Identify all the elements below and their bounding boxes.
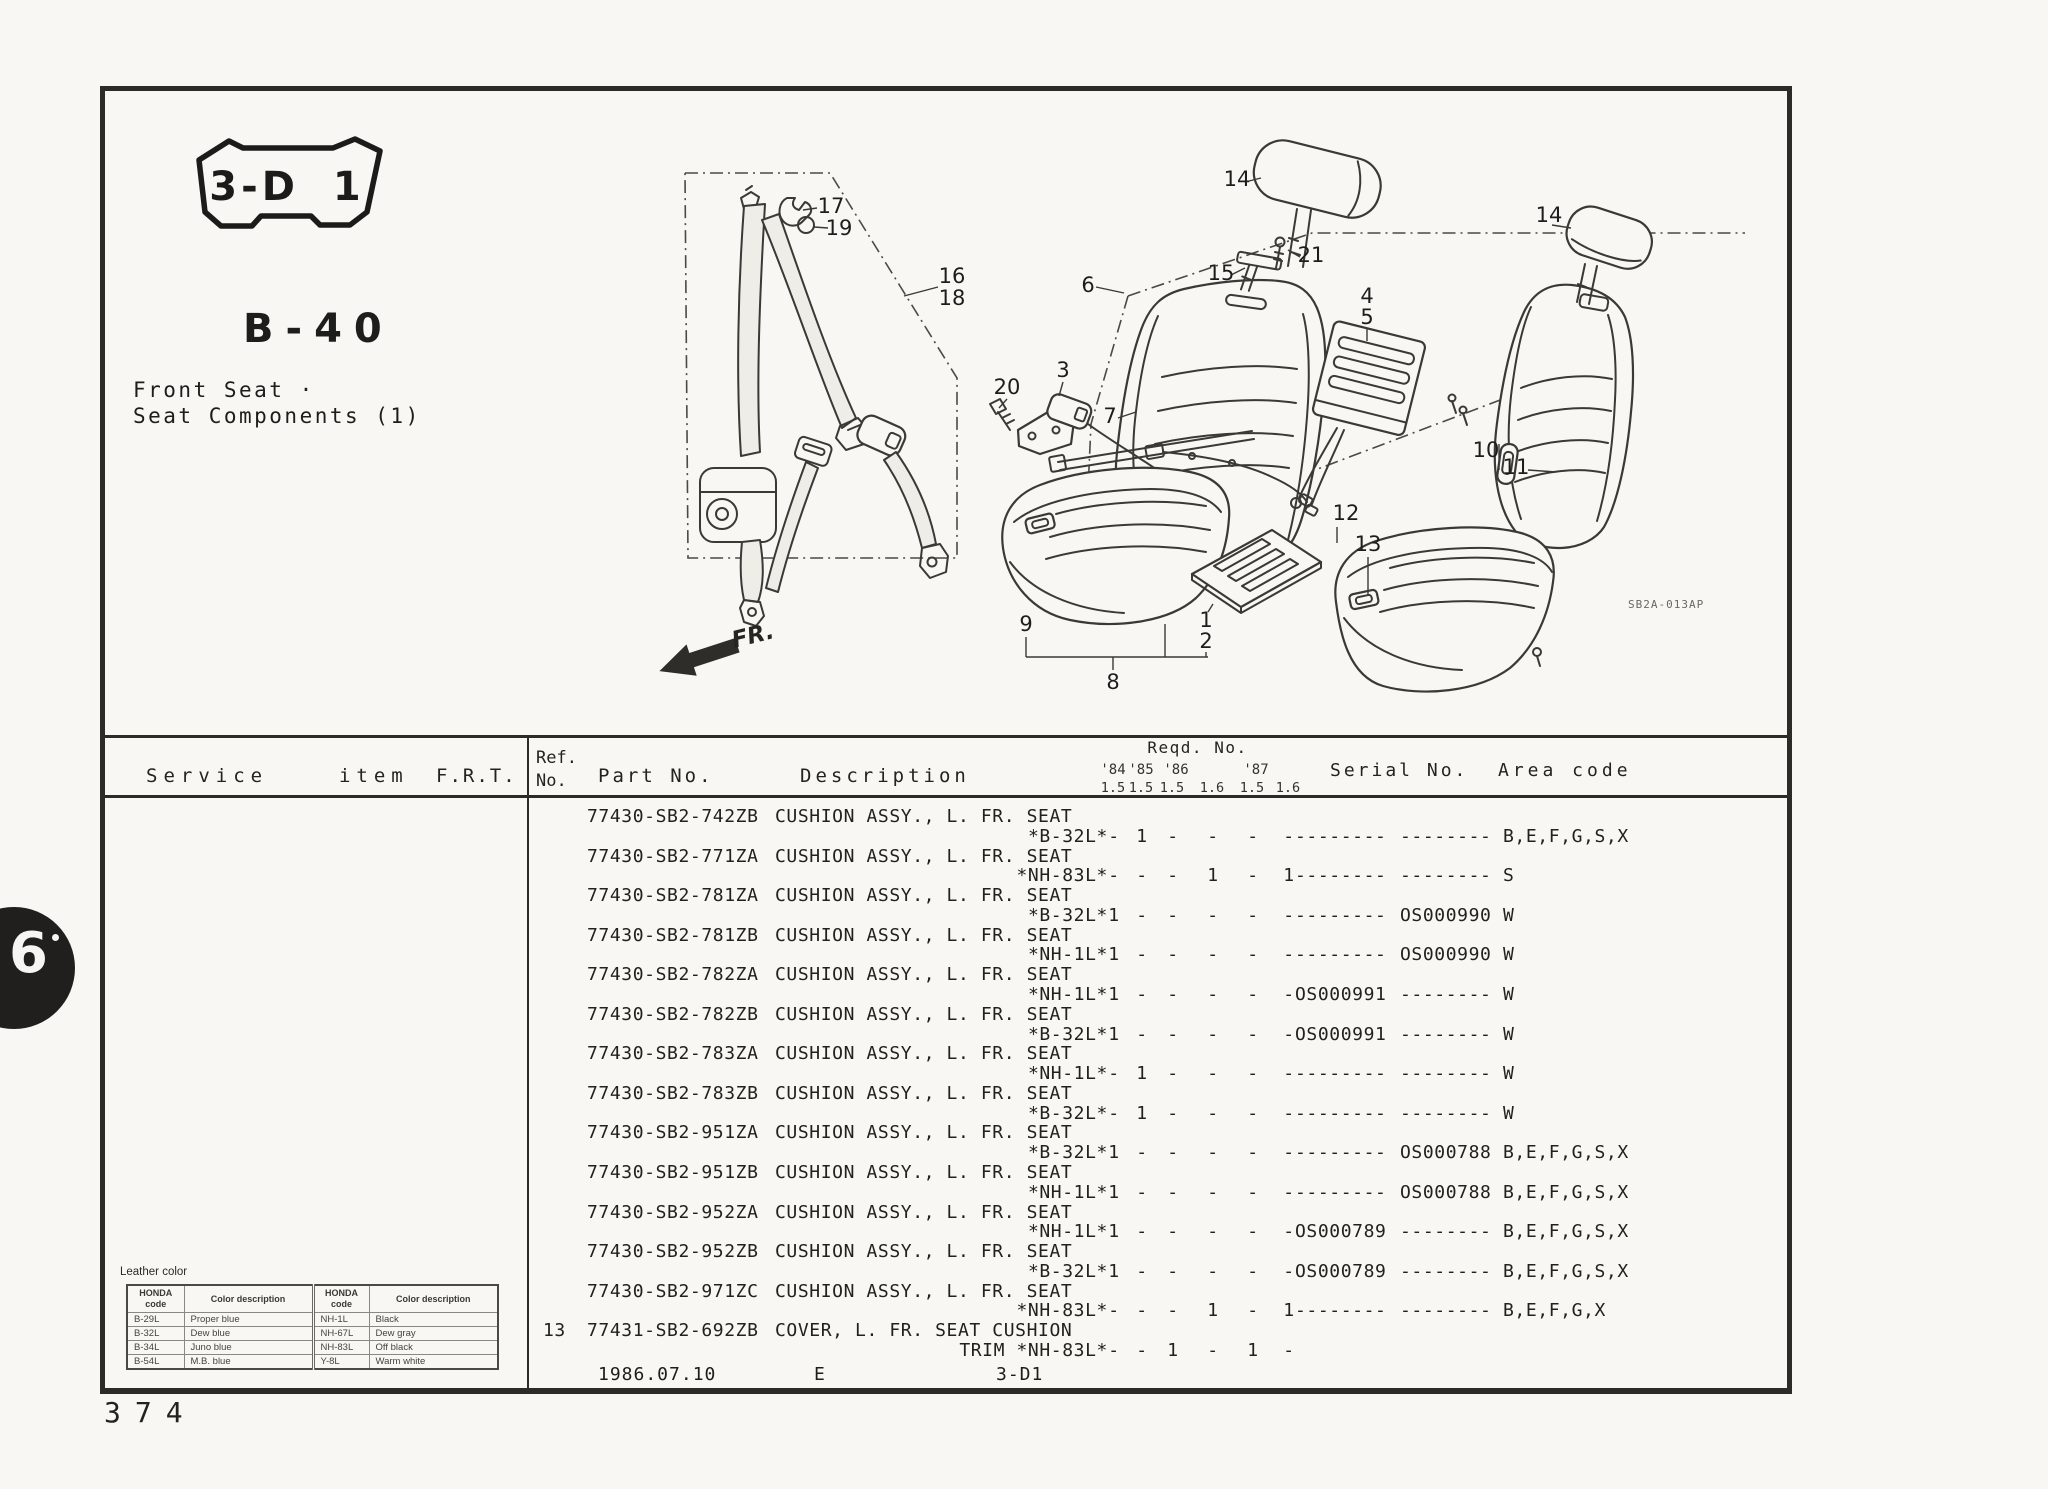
qty-cell: 1: [1283, 1300, 1295, 1322]
description: CUSHION ASSY., L. FR. SEAT: [775, 1003, 1073, 1025]
part-row-line2: [0, 1142, 2048, 1163]
table-top-rule: [100, 735, 1792, 738]
serial-to: --------: [1400, 825, 1492, 847]
leather-cell: Y-8L: [313, 1355, 369, 1370]
serial-to: --------: [1400, 1300, 1492, 1322]
footer-rev: E: [814, 1364, 826, 1385]
qty-cell: 1: [1247, 1339, 1259, 1361]
serial-from: --------: [1295, 1142, 1387, 1164]
part-row-line1: [0, 1202, 2048, 1223]
qty-cell: -: [1247, 984, 1259, 1005]
qty-cell: -: [1207, 1221, 1219, 1243]
callout-2: 2: [1199, 629, 1213, 653]
part-row-line1: [0, 846, 2048, 867]
qty-cell: 1: [1136, 1102, 1148, 1124]
header-engine: 1.5: [1159, 780, 1185, 796]
header-year: '85: [1128, 762, 1154, 778]
leather-header-cell: HONDA code: [313, 1285, 369, 1313]
callout-19: 19: [825, 216, 853, 240]
qty-cell: 1: [1108, 1023, 1120, 1045]
part-row-line1: [0, 964, 2048, 985]
footer-section: 3-D1: [996, 1364, 1044, 1385]
area-code: B,E,F,G,S,X: [1503, 1142, 1629, 1164]
part-no: 77430-SB2-742ZB: [587, 806, 759, 827]
color-code: *B-32L*: [1027, 1260, 1108, 1282]
serial-from: --------: [1295, 825, 1387, 847]
qty-cell: -: [1207, 825, 1219, 847]
part-no: 77430-SB2-781ZA: [587, 885, 759, 907]
part-row-line1: [0, 1241, 2048, 1262]
header-engine: 1.5: [1100, 780, 1126, 796]
color-code: *B-32L*: [1027, 1102, 1108, 1124]
fr-arrow-icon: [654, 618, 777, 686]
color-code: *B-32L*: [1027, 1023, 1108, 1045]
area-code: B,E,F,G,S,X: [1503, 825, 1629, 847]
color-code: TRIM *NH-83L*: [959, 1339, 1108, 1361]
part-row-line2: [0, 865, 2048, 886]
page-title-line1: Front Seat ·: [133, 378, 315, 402]
header-ref-line2: No.: [536, 771, 567, 791]
serial-to: --------: [1400, 865, 1492, 887]
qty-cell: -: [1207, 1142, 1219, 1164]
callout-12: 12: [1332, 501, 1360, 525]
callout-3: 3: [1056, 358, 1070, 382]
qty-cell: -: [1136, 1300, 1148, 1322]
callout-7: 7: [1103, 404, 1117, 428]
qty-cell: 1: [1108, 944, 1120, 966]
serial-from: OS000789: [1295, 1260, 1387, 1282]
qty-cell: 1: [1108, 1181, 1120, 1203]
color-code: *B-32L*: [1027, 825, 1108, 847]
ref-no: 13: [543, 1320, 566, 1342]
qty-cell: -: [1247, 944, 1259, 966]
leather-cell: B-32L: [127, 1327, 184, 1341]
qty-cell: -: [1283, 1260, 1295, 1282]
callout-11: 11: [1502, 455, 1530, 479]
callout-21: 21: [1297, 243, 1325, 267]
area-code: B,E,F,G,X: [1503, 1300, 1606, 1322]
serial-to: --------: [1400, 1063, 1492, 1085]
color-code: *NH-1L*: [1027, 1063, 1108, 1085]
qty-cell: 1: [1167, 1339, 1179, 1361]
leather-row: [127, 1355, 498, 1370]
qty-cell: -: [1207, 1063, 1219, 1085]
callout-14: 14: [1223, 167, 1251, 191]
page-code: B-40: [243, 306, 394, 352]
screw-21-icon: [1276, 238, 1285, 247]
description: CUSHION ASSY., L. FR. SEAT: [775, 1043, 1073, 1065]
serial-from: --------: [1295, 1102, 1387, 1124]
part-row-line2: [0, 1261, 2048, 1282]
leather-cell: M.B. blue: [184, 1355, 313, 1370]
area-code: B,E,F,G,S,X: [1503, 1181, 1629, 1203]
callout-20: 20: [993, 375, 1021, 399]
serial-from: --------: [1295, 904, 1387, 926]
serial-from: --------: [1295, 865, 1387, 887]
leather-table-header: [127, 1285, 498, 1313]
qty-cell: -: [1108, 1300, 1120, 1322]
qty-cell: -: [1283, 944, 1295, 966]
serial-from: --------: [1295, 1063, 1387, 1085]
qty-cell: -: [1283, 904, 1295, 926]
area-code: W: [1503, 984, 1515, 1005]
qty-cell: 1: [1108, 1260, 1120, 1282]
color-code: *NH-1L*: [1027, 984, 1108, 1005]
callout-10: 10: [1472, 438, 1500, 462]
leather-cell: Dew gray: [369, 1327, 498, 1341]
serial-from: --------: [1295, 944, 1387, 966]
qty-cell: -: [1247, 1300, 1259, 1322]
qty-cell: -: [1207, 1339, 1219, 1361]
exploded-diagram: [100, 86, 1790, 738]
part-no: 77430-SB2-783ZA: [587, 1043, 759, 1065]
qty-cell: -: [1283, 1142, 1295, 1164]
qty-cell: -: [1136, 1181, 1148, 1203]
left-headrest-icon: [1248, 134, 1387, 223]
color-code: *B-32L*: [1027, 904, 1108, 926]
page-title-line2: Seat Components (1): [133, 404, 421, 428]
leather-row: [127, 1341, 498, 1355]
qty-cell: -: [1167, 825, 1179, 847]
header-engine: 1.6: [1275, 780, 1301, 796]
serial-from: OS000789: [1295, 1221, 1387, 1243]
qty-cell: -: [1167, 1023, 1179, 1045]
serial-to: --------: [1400, 1023, 1492, 1045]
qty-cell: -: [1283, 984, 1295, 1005]
qty-cell: 1: [1136, 825, 1148, 847]
qty-cell: -: [1167, 1300, 1179, 1322]
qty-cell: -: [1167, 1102, 1179, 1124]
serial-to: OS000788: [1400, 1142, 1492, 1164]
callout-5: 5: [1360, 305, 1374, 329]
right-headrest-icon: [1561, 201, 1658, 275]
serial-to: --------: [1400, 984, 1492, 1005]
qty-cell: -: [1108, 1063, 1120, 1085]
qty-cell: 1: [1108, 984, 1120, 1005]
part-row-line2: [0, 905, 2048, 926]
qty-cell: -: [1283, 1221, 1295, 1243]
qty-cell: -: [1207, 944, 1219, 966]
leather-cell: B-54L: [127, 1355, 184, 1370]
table-header-rule: [100, 795, 1792, 798]
qty-cell: -: [1136, 865, 1148, 887]
part-row-line2: [0, 984, 2048, 1005]
qty-cell: -: [1167, 904, 1179, 926]
header-serial-no: Serial No.: [1330, 760, 1469, 781]
color-code: *NH-83L*: [1016, 1300, 1108, 1322]
part-row-line1: [0, 885, 2048, 906]
qty-cell: -: [1283, 1023, 1295, 1045]
callout-15: 15: [1207, 261, 1235, 285]
serial-to: --------: [1400, 1221, 1492, 1243]
leather-cell: B-29L: [127, 1313, 184, 1327]
description: CUSHION ASSY., L. FR. SEAT: [775, 1280, 1073, 1302]
area-code: W: [1503, 944, 1515, 966]
header-frt: F.R.T.: [436, 765, 517, 787]
color-code: *NH-1L*: [1027, 1181, 1108, 1203]
color-code: *NH-83L*: [1016, 865, 1108, 887]
part-no: 77430-SB2-783ZB: [587, 1082, 759, 1104]
leather-header-cell: Color description: [369, 1285, 498, 1313]
callout-1: 1: [1199, 608, 1213, 632]
qty-cell: -: [1136, 984, 1148, 1005]
qty-cell: -: [1283, 1339, 1295, 1361]
diagram-code: SB2A-013AP: [1628, 598, 1705, 611]
leather-cell: Off black: [369, 1341, 498, 1355]
serial-from: OS000991: [1295, 984, 1387, 1005]
qty-cell: -: [1247, 825, 1259, 847]
description: CUSHION ASSY., L. FR. SEAT: [775, 1082, 1073, 1104]
seatbelt-assembly-drawing: [700, 186, 948, 626]
qty-cell: -: [1167, 984, 1179, 1005]
qty-cell: -: [1207, 1181, 1219, 1203]
description: CUSHION ASSY., L. FR. SEAT: [775, 806, 1073, 827]
leather-cell: NH-83L: [313, 1341, 369, 1355]
callout-17: 17: [817, 194, 845, 218]
part-row-line2: [0, 1024, 2048, 1045]
leather-cell: Juno blue: [184, 1341, 313, 1355]
grommet-17-icon: [780, 198, 812, 226]
part-row-line1: [0, 1122, 2048, 1143]
area-code: B,E,F,G,S,X: [1503, 1260, 1629, 1282]
qty-cell: 1: [1136, 1063, 1148, 1085]
header-engine: 1.5: [1239, 780, 1265, 796]
qty-cell: -: [1207, 1023, 1219, 1045]
callout-4: 4: [1360, 284, 1374, 308]
qty-cell: -: [1247, 1221, 1259, 1243]
frame-bottom: [100, 1388, 1792, 1394]
header-year: '87: [1243, 762, 1269, 778]
header-reqd-no: Reqd. No.: [1147, 738, 1248, 757]
qty-cell: -: [1136, 1221, 1148, 1243]
callout-16: 16: [938, 264, 966, 288]
qty-cell: -: [1283, 1063, 1295, 1085]
leather-color-label: Leather color: [120, 1266, 188, 1278]
qty-cell: 1: [1108, 1221, 1120, 1243]
qty-cell: -: [1167, 1142, 1179, 1164]
description: CUSHION ASSY., L. FR. SEAT: [775, 1161, 1073, 1183]
leather-cell: NH-1L: [313, 1313, 369, 1327]
area-code: W: [1503, 904, 1515, 926]
area-code: B,E,F,G,S,X: [1503, 1221, 1629, 1243]
part-no: 77430-SB2-782ZB: [587, 1003, 759, 1025]
part-no: 77430-SB2-781ZB: [587, 924, 759, 946]
qty-cell: -: [1136, 1260, 1148, 1282]
qty-cell: -: [1247, 1181, 1259, 1203]
part-no: 77430-SB2-771ZA: [587, 845, 759, 867]
qty-cell: -: [1207, 904, 1219, 926]
callout-8: 8: [1106, 670, 1120, 694]
part-row-line2: [0, 1221, 2048, 1242]
part-no: 77430-SB2-782ZA: [587, 964, 759, 986]
qty-cell: -: [1108, 825, 1120, 847]
footer-date: 1986.07.10: [598, 1364, 717, 1385]
qty-cell: -: [1136, 944, 1148, 966]
leather-header-cell: Color description: [184, 1285, 313, 1313]
qty-cell: -: [1136, 1339, 1148, 1361]
qty-cell: -: [1167, 1063, 1179, 1085]
qty-cell: 1: [1207, 1300, 1219, 1322]
seatback-heater-pad-icon: [1312, 320, 1426, 436]
qty-cell: -: [1136, 1023, 1148, 1045]
qty-cell: -: [1136, 904, 1148, 926]
qty-cell: -: [1108, 1339, 1120, 1361]
part-no: 77430-SB2-951ZA: [587, 1122, 759, 1144]
part-row-line2: [0, 1103, 2048, 1124]
serial-to: --------: [1400, 1260, 1492, 1282]
serial-to: OS000990: [1400, 944, 1492, 966]
qty-cell: 1: [1283, 865, 1295, 887]
qty-cell: -: [1207, 1102, 1219, 1124]
header-part-no: Part No.: [598, 765, 714, 787]
header-engine: 1.6: [1199, 780, 1225, 796]
part-row-line1: [0, 1043, 2048, 1064]
leather-row: [127, 1327, 498, 1341]
qty-cell: -: [1247, 1063, 1259, 1085]
section-tab-number: 6: [9, 921, 48, 986]
qty-cell: -: [1247, 1023, 1259, 1045]
callout-18: 18: [938, 286, 966, 310]
leather-cell: Proper blue: [184, 1313, 313, 1327]
leather-cell: Black: [369, 1313, 498, 1327]
area-code: W: [1503, 1023, 1515, 1045]
part-row-line1: [0, 1004, 2048, 1025]
qty-cell: -: [1247, 1142, 1259, 1164]
qty-cell: -: [1283, 1102, 1295, 1124]
description: CUSHION ASSY., L. FR. SEAT: [775, 1122, 1073, 1144]
area-code: W: [1503, 1102, 1515, 1124]
leather-cell: B-34L: [127, 1341, 184, 1355]
qty-cell: -: [1167, 1181, 1179, 1203]
callout-9: 9: [1019, 612, 1033, 636]
description: COVER, L. FR. SEAT CUSHION: [775, 1320, 1073, 1342]
qty-cell: -: [1108, 1102, 1120, 1124]
description: CUSHION ASSY., L. FR. SEAT: [775, 1201, 1073, 1223]
qty-cell: -: [1247, 1102, 1259, 1124]
description: CUSHION ASSY., L. FR. SEAT: [775, 964, 1073, 986]
callout-13: 13: [1354, 532, 1382, 556]
serial-to: OS000788: [1400, 1181, 1492, 1203]
description: CUSHION ASSY., L. FR. SEAT: [775, 1241, 1073, 1263]
page-number: 374: [104, 1396, 197, 1429]
part-row-line2: [0, 1182, 2048, 1203]
qty-cell: -: [1167, 1260, 1179, 1282]
area-code: S: [1503, 865, 1515, 887]
qty-cell: -: [1167, 944, 1179, 966]
area-code: W: [1503, 1063, 1515, 1085]
leather-cell: Warm white: [369, 1355, 498, 1370]
badge-label: 3-D 1: [209, 164, 365, 210]
description: CUSHION ASSY., L. FR. SEAT: [775, 924, 1073, 946]
part-row-line1: [0, 1162, 2048, 1183]
part-no: 77430-SB2-952ZB: [587, 1241, 759, 1263]
qty-cell: -: [1207, 1260, 1219, 1282]
header-year: '86: [1163, 762, 1189, 778]
header-area-code: Area code: [1498, 760, 1632, 781]
qty-cell: -: [1167, 865, 1179, 887]
qty-cell: -: [1283, 825, 1295, 847]
header-year: '84: [1100, 762, 1126, 778]
description: CUSHION ASSY., L. FR. SEAT: [775, 845, 1073, 867]
qty-cell: -: [1167, 1221, 1179, 1243]
qty-cell: -: [1247, 1260, 1259, 1282]
description: CUSHION ASSY., L. FR. SEAT: [775, 885, 1073, 907]
part-no: 77431-SB2-692ZB: [587, 1320, 759, 1342]
part-row-line2: [0, 1063, 2048, 1084]
color-code: *B-32L*: [1027, 1142, 1108, 1164]
part-row-line2: [0, 826, 2048, 847]
part-no: 77430-SB2-951ZB: [587, 1161, 759, 1183]
callout-14: 14: [1535, 203, 1563, 227]
serial-to: OS000990: [1400, 904, 1492, 926]
header-description: Description: [800, 765, 970, 787]
serial-from: OS000991: [1295, 1023, 1387, 1045]
leather-header-cell: HONDA code: [127, 1285, 184, 1313]
qty-cell: -: [1136, 1142, 1148, 1164]
color-code: *NH-1L*: [1027, 944, 1108, 966]
fr-label: FR.: [729, 618, 777, 654]
leather-cell: NH-67L: [313, 1327, 369, 1341]
qty-cell: -: [1207, 984, 1219, 1005]
qty-cell: 1: [1108, 904, 1120, 926]
leather-color-table: [126, 1284, 499, 1370]
qty-cell: 1: [1207, 865, 1219, 887]
part-row-line1: [0, 806, 2048, 827]
header-engine: 1.5: [1128, 780, 1154, 796]
qty-cell: -: [1247, 865, 1259, 887]
section-tab-dot-icon: [52, 934, 59, 941]
header-ref-line1: Ref.: [536, 748, 577, 768]
qty-cell: -: [1108, 865, 1120, 887]
part-row-line1: [0, 925, 2048, 946]
serial-from: --------: [1295, 1181, 1387, 1203]
part-row-line2: [0, 944, 2048, 965]
color-code: *NH-1L*: [1027, 1221, 1108, 1243]
serial-to: --------: [1400, 1102, 1492, 1124]
qty-cell: 1: [1108, 1142, 1120, 1164]
callout-6: 6: [1081, 273, 1095, 297]
part-no: 77430-SB2-971ZC: [587, 1280, 759, 1302]
part-no: 77430-SB2-952ZA: [587, 1201, 759, 1223]
qty-cell: -: [1247, 904, 1259, 926]
qty-cell: -: [1283, 1181, 1295, 1203]
leather-cell: Dew blue: [184, 1327, 313, 1341]
header-service-item: Service item: [146, 765, 409, 787]
leather-row: [127, 1313, 498, 1327]
serial-from: --------: [1295, 1300, 1387, 1322]
part-row-line1: [0, 1083, 2048, 1104]
